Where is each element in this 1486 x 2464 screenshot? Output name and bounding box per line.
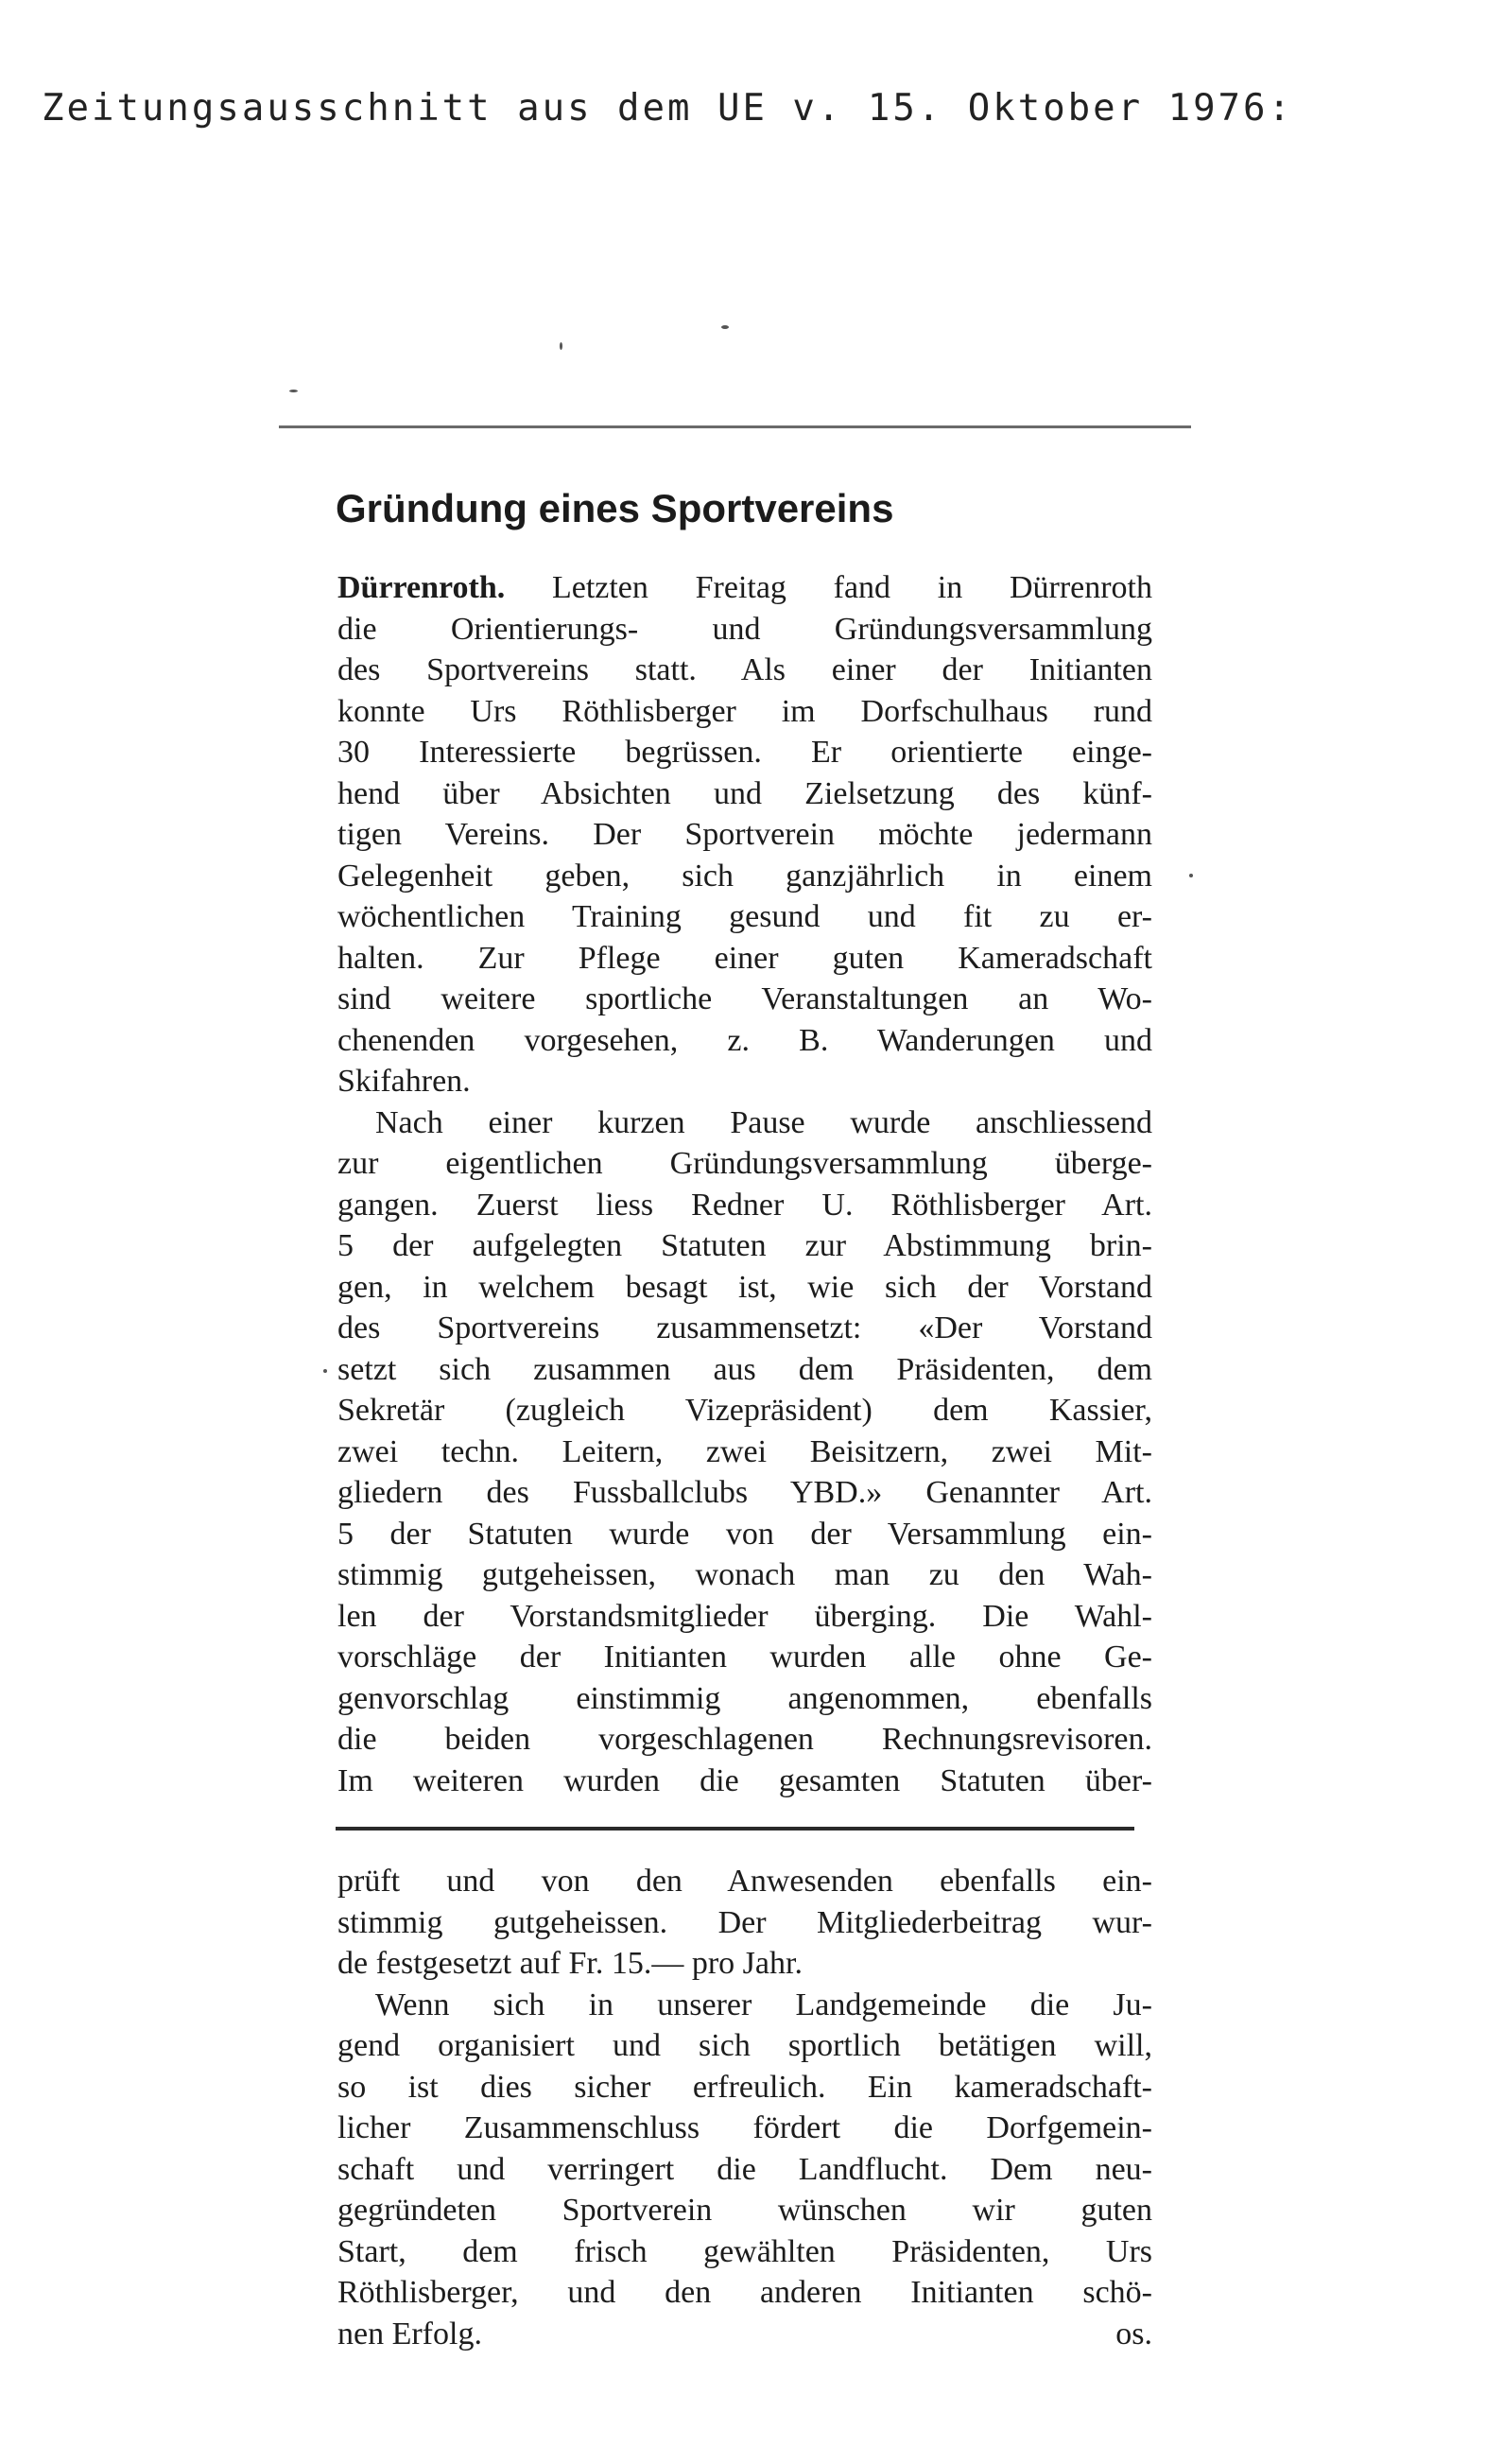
article-text-line: zwei techn. Leitern, zwei Beisitzern, zwei Mit- <box>337 1433 1152 1469</box>
closing-line <box>337 2314 1152 2355</box>
article-text-line: de festgesetzt auf Fr. 15.— pro Jahr. <box>337 1946 803 1981</box>
article-dateline: Dürrenroth. <box>337 570 506 605</box>
article-text-line: konnte Urs Röthlisberger im Dorfschulhaus rund <box>337 693 1152 729</box>
article-text-line: die Orientierungs- und Gründungsversammlung <box>337 611 1152 647</box>
author-initials: os. <box>1115 2316 1152 2351</box>
article-text-line: Dürrenroth. Letzten Freitag fand in Dürrenroth <box>337 570 1152 605</box>
article-text-line: setzt sich zusammen aus dem Präsidenten, dem <box>337 1351 1152 1387</box>
article-headline: Gründung eines Sportvereins <box>336 486 894 530</box>
article-text-line: des Sportvereins statt. Als einer der Initianten <box>337 652 1152 687</box>
article-text-line: sind weitere sportliche Veranstaltungen an Wo- <box>337 981 1152 1016</box>
article-text-line: hend über Absichten und Zielsetzung des künf- <box>337 775 1152 811</box>
article-column-part-one <box>337 567 1152 1801</box>
article-column-part-two <box>337 1861 1152 2354</box>
article-text-line: gegründeten Sportverein wünschen wir guten <box>337 2193 1152 2228</box>
article-text-line: Röthlisberger, und den anderen Initianten schö- <box>337 2275 1152 2310</box>
article-text-line: schaft und verringert die Landflucht. Dem neu- <box>337 2151 1152 2187</box>
article-text-line: Start, dem frisch gewählten Präsidenten, Urs <box>337 2233 1152 2269</box>
article-text-line: tigen Vereins. Der Sportverein möchte jedermann <box>337 817 1152 852</box>
article-text-line: gen, in welchem besagt ist, wie sich der Vorstand <box>337 1269 1152 1305</box>
article-text-line: wöchentlichen Training gesund und fit zu er- <box>337 899 1152 934</box>
article-text-line: stimmig gutgeheissen. Der Mitgliederbeitrag wur- <box>337 1904 1152 1940</box>
article-text-line: stimmig gutgeheissen, wonach man zu den Wah- <box>337 1557 1152 1592</box>
article-text-line: so ist dies sicher erfreulich. Ein kameradschaft- <box>337 2069 1152 2105</box>
article-text-line: genvorschlag einstimmig angenommen, ebenfalls <box>337 1680 1152 1716</box>
article-text-line: len der Vorstandsmitglieder überging. Die Wahl- <box>337 1598 1152 1634</box>
article-text-line: halten. Zur Pflege einer guten Kameradschaft <box>337 940 1152 976</box>
column-end-rule <box>336 1827 1134 1831</box>
article-text-line: gliedern des Fussballclubs YBD.» Genannter Art. <box>337 1475 1152 1510</box>
article-text-line: des Sportvereins zusammensetzt: «Der Vorstand <box>337 1310 1152 1345</box>
article-text-line: Im weiteren wurden die gesamten Statuten über- <box>337 1762 1152 1798</box>
article-text-line: 5 der Statuten wurde von der Versammlung ein- <box>337 1516 1152 1552</box>
clipping-part-two <box>317 1861 1186 2352</box>
scan-speck <box>1189 874 1193 877</box>
article-text-line: chenenden vorgesehen, z. B. Wanderungen und <box>337 1022 1152 1058</box>
article-text-line: 5 der aufgelegten Statuten zur Abstimmung brin- <box>337 1228 1152 1263</box>
article-text-line: Sekretär (zugleich Vizepräsident) dem Kassier, <box>337 1393 1152 1428</box>
scan-speck <box>289 390 298 392</box>
article-text-line: Skifahren. <box>337 1064 471 1099</box>
typed-caption: Zeitungsausschnitt aus dem UE v. 15. Oktober 1976: <box>42 87 1293 130</box>
scan-speck <box>721 325 729 329</box>
scan-speck <box>560 342 562 350</box>
article-text-line: gangen. Zuerst liess Redner U. Röthlisberger Art. <box>337 1187 1152 1223</box>
article-text-line: Nach einer kurzen Pause wurde anschliessend <box>375 1104 1152 1140</box>
article-text-line: zur eigentlichen Gründungsversammlung überge- <box>337 1146 1152 1181</box>
clipping-part-one <box>269 414 1198 1851</box>
article-text-line: prüft und von den Anwesenden ebenfalls ein- <box>337 1864 1152 1899</box>
newspaper-clipping <box>269 414 1198 2352</box>
closing-text: nen Erfolg. <box>337 2316 482 2351</box>
article-text-line: 30 Interessierte begrüssen. Er orientierte einge- <box>337 735 1152 770</box>
article-text-line: Gelegenheit geben, sich ganzjährlich in einem <box>337 858 1152 894</box>
article-text-line: die beiden vorgeschlagenen Rechnungsrevisoren. <box>337 1722 1152 1757</box>
top-rule <box>279 425 1191 428</box>
article-text-line: licher Zusammenschluss fördert die Dorfgemein- <box>337 2110 1152 2145</box>
article-text-line: vorschläge der Initianten wurden alle ohne Ge- <box>337 1640 1152 1674</box>
scan-speck <box>323 1369 327 1373</box>
article-text-line: Wenn sich in unserer Landgemeinde die Ju- <box>375 1987 1152 2022</box>
article-text-line: gend organisiert und sich sportlich betätigen will, <box>337 2028 1152 2063</box>
